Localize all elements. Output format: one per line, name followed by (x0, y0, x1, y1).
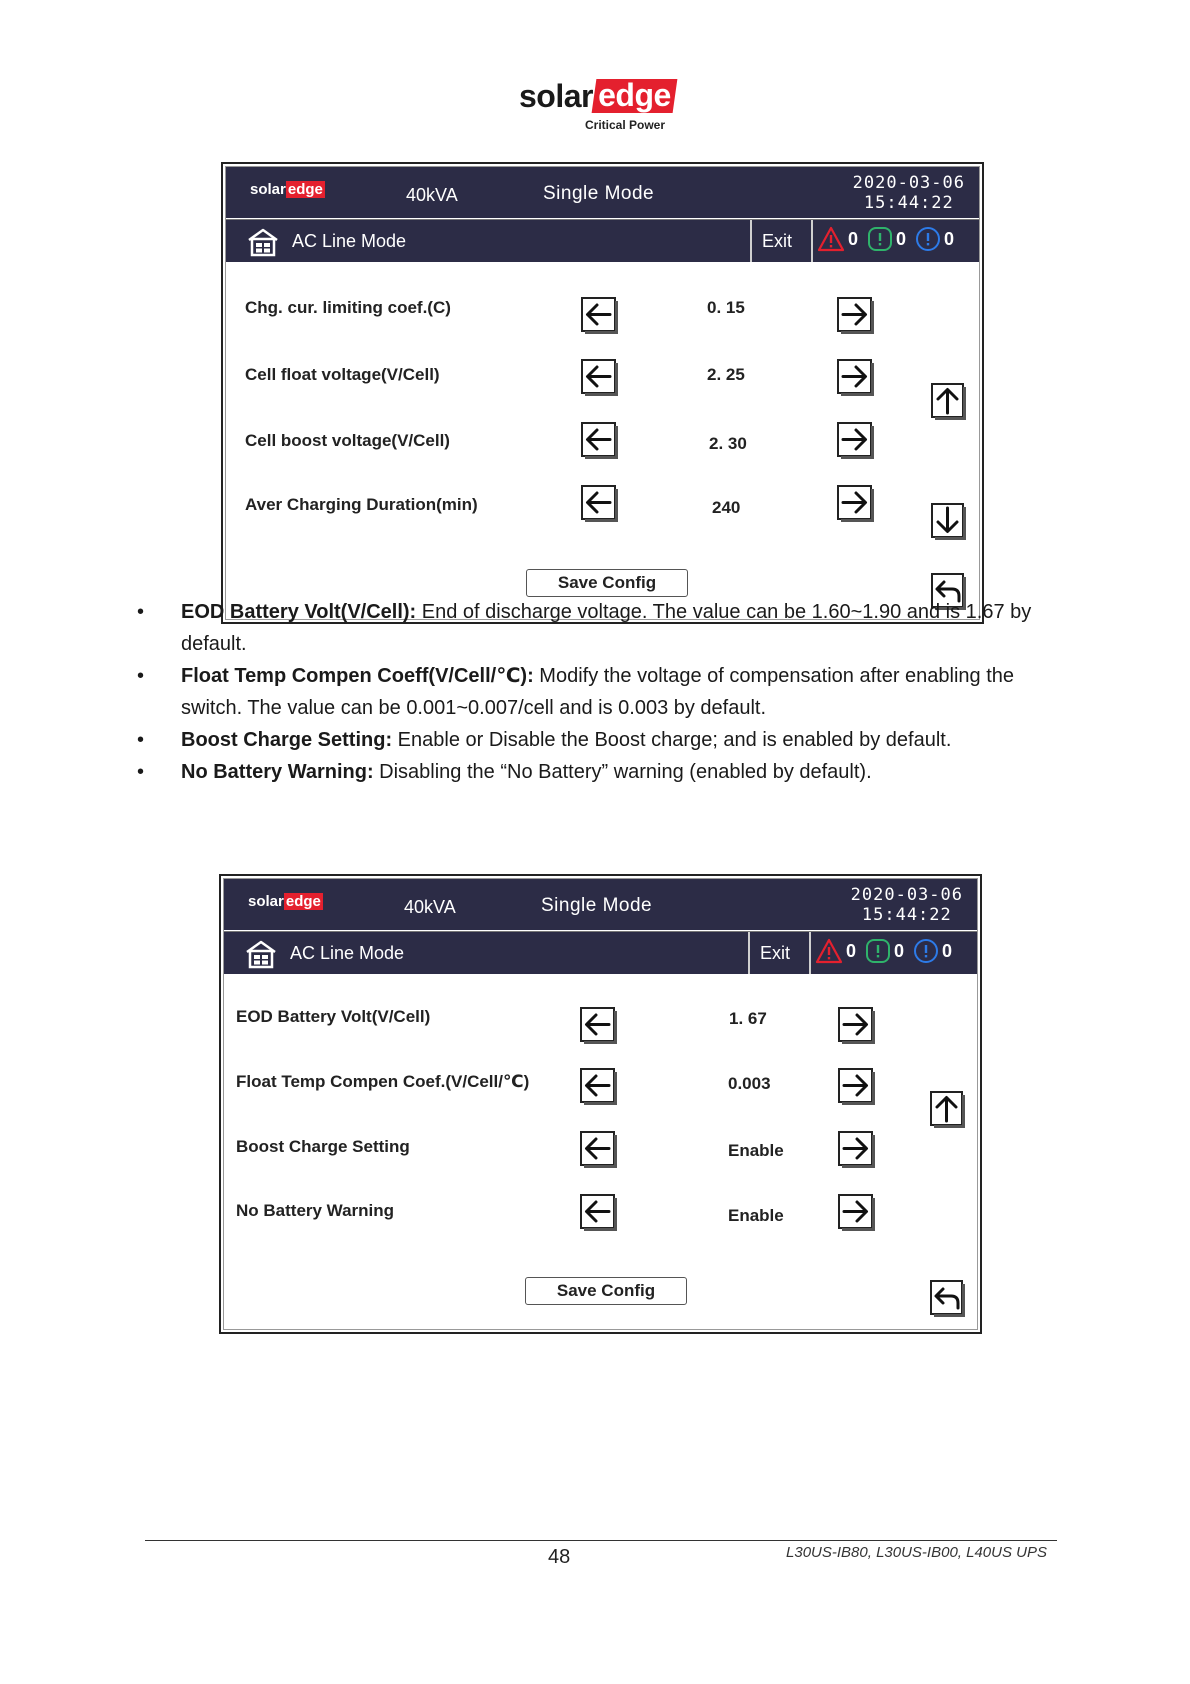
ups-screen-2 (219, 874, 982, 1334)
setting-label: EOD Battery Volt(V/Cell) (236, 1007, 431, 1026)
home-icon[interactable] (244, 939, 278, 969)
list-item (137, 756, 1037, 788)
setting-value: 0. 15 (707, 298, 745, 317)
exit-button[interactable]: Exit (760, 943, 791, 963)
date-label: 2020-03-06 (850, 885, 963, 905)
document-id: L30US-IB80, L30US-IB00, L40US UPS (786, 1544, 1047, 1561)
warning-count: 0 (896, 228, 907, 249)
page-number: 48 (548, 1546, 571, 1568)
bullet-term: Float Temp Compen Coeff(V/Cell/℃): (181, 665, 534, 687)
bullet-list (137, 596, 1037, 788)
bullet-term: Boost Charge Setting: (181, 729, 393, 751)
increase-arrow-icon[interactable] (837, 1067, 875, 1105)
logo-tagline: Critical Power (585, 118, 666, 132)
info-icon (913, 938, 939, 964)
setting-value: 240 (712, 498, 741, 517)
bullet-text: Enable or Disable the Boost charge; and is enabled by default. (392, 729, 952, 751)
alarm-counters[interactable] (815, 938, 958, 964)
info-count: 0 (942, 940, 953, 961)
save-config-button[interactable]: Save Config (525, 1277, 687, 1305)
page-up-arrow-icon[interactable] (930, 382, 966, 420)
mini-logo: solar edge (248, 893, 321, 910)
mode-label: Single Mode (543, 183, 655, 204)
datetime (851, 885, 963, 925)
capacity-label: 40kVA (406, 185, 458, 205)
decrease-arrow-icon[interactable] (580, 484, 618, 522)
decrease-arrow-icon[interactable] (580, 358, 618, 396)
info-count: 0 (944, 228, 955, 249)
datetime (853, 173, 965, 213)
setting-value: 1. 67 (729, 1009, 767, 1028)
increase-arrow-icon[interactable] (837, 1193, 875, 1231)
alarm-triangle-icon (815, 938, 843, 964)
save-config-button[interactable]: Save Config (526, 569, 688, 597)
footer-divider (145, 1540, 1057, 1541)
status-title: AC Line Mode (292, 231, 407, 251)
increase-arrow-icon[interactable] (837, 1006, 875, 1044)
screen-header (226, 167, 979, 218)
setting-label: Boost Charge Setting (236, 1137, 410, 1156)
time-label: 15:44:22 (863, 193, 954, 213)
increase-arrow-icon[interactable] (836, 296, 874, 334)
setting-label: Aver Charging Duration(min) (245, 495, 478, 514)
decrease-arrow-icon[interactable] (580, 421, 618, 459)
setting-label: Chg. cur. limiting coef.(C) (245, 298, 451, 317)
alarm-count: 0 (846, 940, 857, 961)
mini-logo: solar edge (250, 181, 323, 198)
status-bar (224, 931, 977, 974)
setting-label: Cell boost voltage(V/Cell) (245, 431, 450, 450)
bullet-term: No Battery Warning: (181, 761, 374, 783)
list-item (137, 724, 1037, 756)
alarm-count: 0 (848, 228, 859, 249)
home-icon[interactable] (246, 227, 280, 257)
setting-value: 2. 30 (709, 434, 747, 453)
back-arrow-icon[interactable] (929, 1279, 965, 1317)
decrease-arrow-icon[interactable] (580, 296, 618, 334)
status-title: AC Line Mode (290, 943, 405, 963)
warning-icon (865, 938, 891, 964)
list-item (137, 596, 1037, 660)
setting-value: Enable (728, 1206, 784, 1225)
page-down-arrow-icon[interactable] (930, 502, 966, 540)
solaredge-logo (519, 78, 689, 134)
decrease-arrow-icon[interactable] (579, 1067, 617, 1105)
decrease-arrow-icon[interactable] (579, 1193, 617, 1231)
bullet-text: End of discharge voltage. The value can be 1.60~1.90 and is 1.67 by default. (181, 601, 1032, 655)
list-item (137, 660, 1037, 724)
ups-screen-1 (221, 162, 984, 624)
increase-arrow-icon[interactable] (836, 358, 874, 396)
logo-edge-text: edge (598, 77, 671, 113)
increase-arrow-icon[interactable] (836, 421, 874, 459)
warning-count: 0 (894, 940, 905, 961)
increase-arrow-icon[interactable] (836, 484, 874, 522)
capacity-label: 40kVA (404, 897, 456, 917)
setting-label: Float Temp Compen Coef.(V/Cell/℃) (236, 1072, 530, 1091)
bullet-term: EOD Battery Volt(V/Cell): (181, 601, 417, 623)
logo-solar-text: solar (519, 77, 593, 114)
decrease-arrow-icon[interactable] (579, 1006, 617, 1044)
info-icon (915, 226, 941, 252)
bullet-text: Modify the voltage of compensation after enabling the switch. The value can be 0.001~0.007/cell and is 0.003 by default. (181, 665, 1015, 719)
setting-value: 0.003 (728, 1074, 771, 1093)
setting-value: Enable (728, 1141, 784, 1160)
decrease-arrow-icon[interactable] (579, 1130, 617, 1168)
status-bar (226, 219, 979, 262)
bullet-text: Disabling the “No Battery” warning (enabled by default). (373, 761, 872, 783)
setting-label: Cell float voltage(V/Cell) (245, 365, 440, 384)
alarm-counters[interactable] (817, 226, 960, 252)
time-label: 15:44:22 (861, 905, 952, 925)
date-label: 2020-03-06 (852, 173, 965, 193)
mode-label: Single Mode (541, 895, 653, 916)
alarm-triangle-icon (817, 226, 845, 252)
screen-header (224, 879, 977, 930)
setting-label: No Battery Warning (236, 1201, 395, 1220)
increase-arrow-icon[interactable] (837, 1130, 875, 1168)
warning-icon (867, 226, 893, 252)
setting-value: 2. 25 (707, 365, 745, 384)
page-up-arrow-icon[interactable] (929, 1090, 965, 1128)
exit-button[interactable]: Exit (762, 231, 793, 251)
